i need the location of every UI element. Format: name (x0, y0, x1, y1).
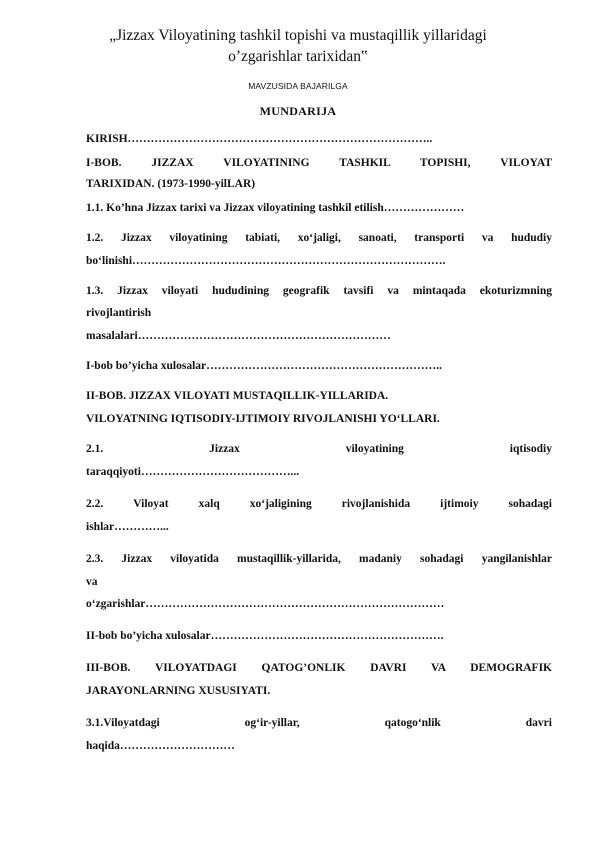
toc-word: og‘ir-yillar, (244, 717, 300, 729)
toc-word: Jizzax (209, 443, 240, 455)
toc-entry-chapter-2-line-1[interactable]: II-BOB. JIZZAX VILOYATI MUSTAQILLIK-YILLARIDA. (86, 390, 389, 402)
toc-heading: MUNDARIJA (259, 104, 337, 118)
toc-entry-1-3-line-2[interactable]: rivojlantirish (86, 307, 152, 319)
toc-word: rivojlanishida (341, 498, 411, 510)
toc-entry-chapter-3-line-1[interactable]: III-BOB. VILOYATDAGI QATOG’ONLIK DAVRI VA DEMOGRAFIK (86, 662, 552, 674)
toc-entry-kirish[interactable]: KIRISH…………………………………………………………………….. (86, 133, 433, 145)
toc-word: xo‘jaligining (249, 498, 312, 510)
toc-word: 3.1.Viloyatdagi (86, 717, 160, 729)
toc-entry-3-1-line-1[interactable] (86, 713, 552, 734)
toc-entry-2-3-line-3[interactable]: o‘zgarishlar…………………………………………………………………… (86, 598, 445, 610)
toc-entry-2-1-line-1[interactable] (86, 439, 552, 460)
toc-word: 2.1. (86, 443, 104, 455)
toc-entry-1-3-line-1[interactable]: 1.3. Jizzax viloyati hududining geografik tavsifi va mintaqada ekoturizmning (86, 285, 552, 297)
toc-entry-chapter-1-line-2[interactable]: TARIXIDAN. (1973-1990-yilLAR) (86, 178, 256, 190)
toc-word: qatogo‘nlik (384, 717, 441, 729)
toc-entry-1-2-line-2[interactable]: bo‘linishi………………………………………………………………………. (86, 255, 446, 267)
toc-entry-1-2-line-1[interactable]: 1.2. Jizzax viloyatining tabiati, xo‘jaligi, sanoati, transporti va hududiy (86, 232, 552, 244)
toc-word: xalq (198, 498, 220, 510)
toc-entry-3-1-line-2[interactable]: haqida………………………… (86, 740, 235, 752)
toc-word: iqtisodiy (509, 443, 552, 455)
toc-word: viloyatining (345, 443, 404, 455)
document-title: „Jizzax Viloyatining tashkil topishi va mustaqillik yillaridagi o’zgarishlar tarixidan‟ (109, 27, 487, 65)
toc-word: sohadagi (508, 498, 552, 510)
toc-entry-chapter-2-line-2[interactable]: VILOYATNING IQTISODIY-IJTIMOIY RIVOJLANISHI YO‘LLARI. (86, 413, 440, 425)
toc-word: 2.2. (86, 498, 104, 510)
document-subtitle: MAVZUSIDA BAJARILGA (248, 81, 348, 91)
toc-word: davri (525, 717, 552, 729)
toc-entry-2-3-line-2[interactable]: va (86, 576, 98, 588)
toc-word: Viloyat (133, 498, 169, 510)
toc-entry-1-1[interactable]: 1.1. Ko’hna Jizzax tarixi va Jizzax viloyatining tashkil etilish………………… (86, 202, 465, 214)
toc-entry-chapter-2-summary[interactable]: II-bob bo’yicha xulosalar……………………………………………………. (86, 630, 444, 642)
toc-entry-2-2-line-2[interactable]: ishlar…………... (86, 521, 169, 533)
toc-entry-2-2-line-1[interactable] (86, 494, 552, 515)
toc-entry-chapter-1-summary[interactable]: I-bob bo’yicha xulosalar…………………………………………………….. (86, 360, 442, 372)
toc-entry-2-1-line-2[interactable]: taraqqiyoti…………………………………... (86, 466, 300, 478)
toc-entry-chapter-1-line-1[interactable]: I-BOB. JIZZAX VILOYATINING TASHKIL TOPISHI, VILOYAT (86, 157, 552, 169)
toc-entry-2-3-line-1[interactable]: 2.3. Jizzax viloyatida mustaqillik-yillarida, madaniy sohadagi yangilanishlar (86, 553, 552, 565)
toc-entry-chapter-3-line-2[interactable]: JARAYONLARNING XUSUSIYATI. (86, 685, 271, 697)
toc-word: ijtimoiy (440, 498, 479, 510)
toc-entry-1-3-line-3[interactable]: masalalari………………………………………………………… (86, 330, 391, 342)
